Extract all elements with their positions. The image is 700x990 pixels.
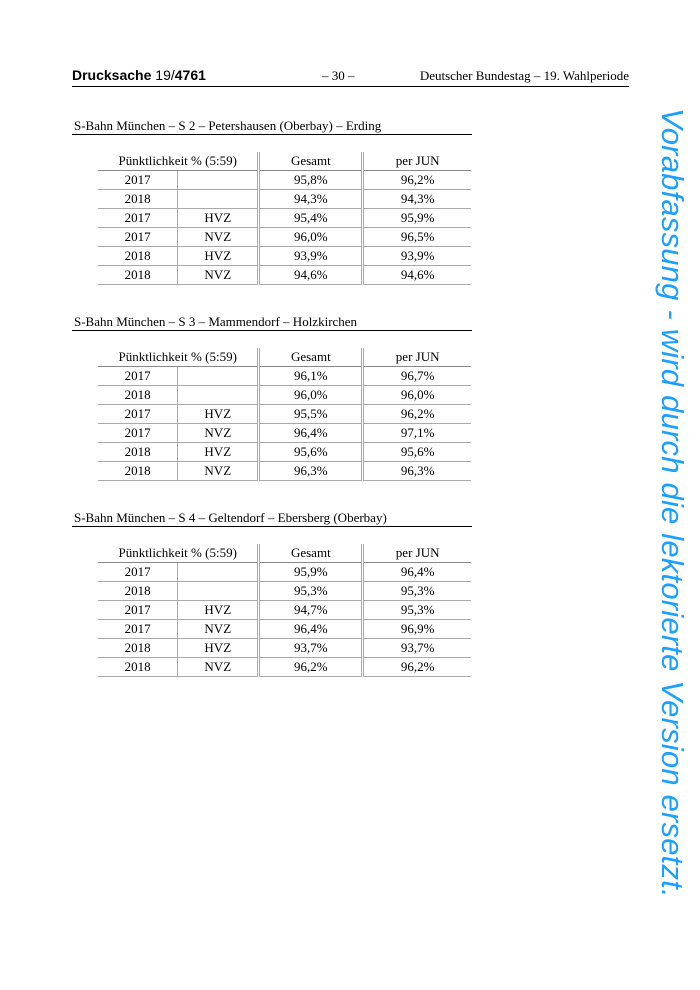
table-row [98, 266, 471, 285]
per-jun-cell: 95,9% [363, 209, 471, 228]
year-cell: 2017 [98, 601, 178, 620]
per-jun-cell: 96,4% [363, 563, 471, 582]
table-row [98, 247, 471, 266]
per-jun-cell: 94,3% [363, 190, 471, 209]
header-gesamt: Gesamt [259, 544, 363, 563]
year-cell: 2018 [98, 266, 178, 285]
table-row [98, 582, 471, 601]
type-cell [178, 367, 259, 386]
per-jun-cell: 95,6% [363, 443, 471, 462]
year-cell: 2018 [98, 639, 178, 658]
type-cell: HVZ [178, 601, 259, 620]
per-jun-cell: 95,3% [363, 582, 471, 601]
gesamt-cell: 94,6% [259, 266, 363, 285]
table-row [98, 443, 471, 462]
section-s3 [72, 313, 472, 478]
year-cell: 2018 [98, 658, 178, 677]
gesamt-cell: 96,0% [259, 386, 363, 405]
gesamt-cell: 93,7% [259, 639, 363, 658]
table-row [98, 424, 471, 443]
type-cell: HVZ [178, 405, 259, 424]
year-cell: 2018 [98, 190, 178, 209]
institution-label: Deutscher Bundestag – 19. Wahlperiode [419, 68, 629, 83]
header-metric: Pünktlichkeit % (5:59) [98, 544, 259, 563]
type-cell [178, 582, 259, 601]
gesamt-cell: 94,7% [259, 601, 363, 620]
per-jun-cell: 96,2% [363, 658, 471, 677]
table-header-row [98, 544, 471, 563]
document-number: Drucksache 19/4761 [72, 67, 206, 83]
type-cell [178, 171, 259, 190]
year-cell: 2017 [98, 171, 178, 190]
gesamt-cell: 95,9% [259, 563, 363, 582]
gesamt-cell: 94,3% [259, 190, 363, 209]
per-jun-cell: 96,0% [363, 386, 471, 405]
header-gesamt: Gesamt [259, 348, 363, 367]
gesamt-cell: 96,3% [259, 462, 363, 481]
type-cell: NVZ [178, 658, 259, 677]
year-cell: 2017 [98, 620, 178, 639]
per-jun-cell: 95,3% [363, 601, 471, 620]
section-s4 [72, 509, 472, 674]
type-cell [178, 386, 259, 405]
section-title: S-Bahn München – S 4 – Geltendorf – Ebersberg (Oberbay) [72, 509, 472, 527]
page-header [72, 66, 629, 87]
type-cell: NVZ [178, 424, 259, 443]
year-cell: 2018 [98, 582, 178, 601]
per-jun-cell: 93,7% [363, 639, 471, 658]
gesamt-cell: 95,8% [259, 171, 363, 190]
type-cell: NVZ [178, 266, 259, 285]
type-cell: HVZ [178, 209, 259, 228]
per-jun-cell: 96,2% [363, 405, 471, 424]
table-row [98, 658, 471, 677]
year-cell: 2017 [98, 367, 178, 386]
table-row [98, 405, 471, 424]
year-cell: 2018 [98, 443, 178, 462]
type-cell: HVZ [178, 639, 259, 658]
gesamt-cell: 96,4% [259, 424, 363, 443]
table-row [98, 639, 471, 658]
table-row [98, 171, 471, 190]
punctuality-table [98, 348, 471, 481]
table-row [98, 563, 471, 582]
type-cell [178, 190, 259, 209]
year-cell: 2017 [98, 424, 178, 443]
table-row [98, 209, 471, 228]
year-cell: 2017 [98, 563, 178, 582]
gesamt-cell: 95,3% [259, 582, 363, 601]
table-row [98, 620, 471, 639]
table-row [98, 228, 471, 247]
type-cell: HVZ [178, 443, 259, 462]
year-cell: 2017 [98, 405, 178, 424]
header-metric: Pünktlichkeit % (5:59) [98, 348, 259, 367]
header-per-jun: per JUN [363, 348, 471, 367]
gesamt-cell: 95,6% [259, 443, 363, 462]
header-per-jun: per JUN [363, 544, 471, 563]
punctuality-table [98, 544, 471, 677]
type-cell: NVZ [178, 462, 259, 481]
per-jun-cell: 96,7% [363, 367, 471, 386]
type-cell: NVZ [178, 620, 259, 639]
section-s2 [72, 117, 472, 282]
year-cell: 2018 [98, 462, 178, 481]
type-cell: HVZ [178, 247, 259, 266]
gesamt-cell: 96,2% [259, 658, 363, 677]
type-cell [178, 563, 259, 582]
section-title: S-Bahn München – S 3 – Mammendorf – Holzkirchen [72, 313, 472, 331]
punctuality-table [98, 152, 471, 285]
table-row [98, 190, 471, 209]
year-cell: 2018 [98, 247, 178, 266]
gesamt-cell: 96,4% [259, 620, 363, 639]
type-cell: NVZ [178, 228, 259, 247]
year-cell: 2018 [98, 386, 178, 405]
per-jun-cell: 97,1% [363, 424, 471, 443]
table-header-row [98, 348, 471, 367]
table-row [98, 462, 471, 481]
header-per-jun: per JUN [363, 152, 471, 171]
year-cell: 2017 [98, 209, 178, 228]
header-gesamt: Gesamt [259, 152, 363, 171]
year-cell: 2017 [98, 228, 178, 247]
per-jun-cell: 96,5% [363, 228, 471, 247]
table-header-row [98, 152, 471, 171]
per-jun-cell: 96,3% [363, 462, 471, 481]
per-jun-cell: 94,6% [363, 266, 471, 285]
gesamt-cell: 95,4% [259, 209, 363, 228]
per-jun-cell: 96,9% [363, 620, 471, 639]
section-title: S-Bahn München – S 2 – Petershausen (Oberbay) – Erding [72, 117, 472, 135]
header-metric: Pünktlichkeit % (5:59) [98, 152, 259, 171]
page-number: – 30 – [322, 68, 355, 83]
gesamt-cell: 96,1% [259, 367, 363, 386]
draft-watermark: Vorabfassung - wird durch die lektorierte Version ersetzt. [655, 108, 690, 898]
gesamt-cell: 95,5% [259, 405, 363, 424]
gesamt-cell: 93,9% [259, 247, 363, 266]
gesamt-cell: 96,0% [259, 228, 363, 247]
table-row [98, 386, 471, 405]
per-jun-cell: 93,9% [363, 247, 471, 266]
table-row [98, 367, 471, 386]
table-row [98, 601, 471, 620]
per-jun-cell: 96,2% [363, 171, 471, 190]
